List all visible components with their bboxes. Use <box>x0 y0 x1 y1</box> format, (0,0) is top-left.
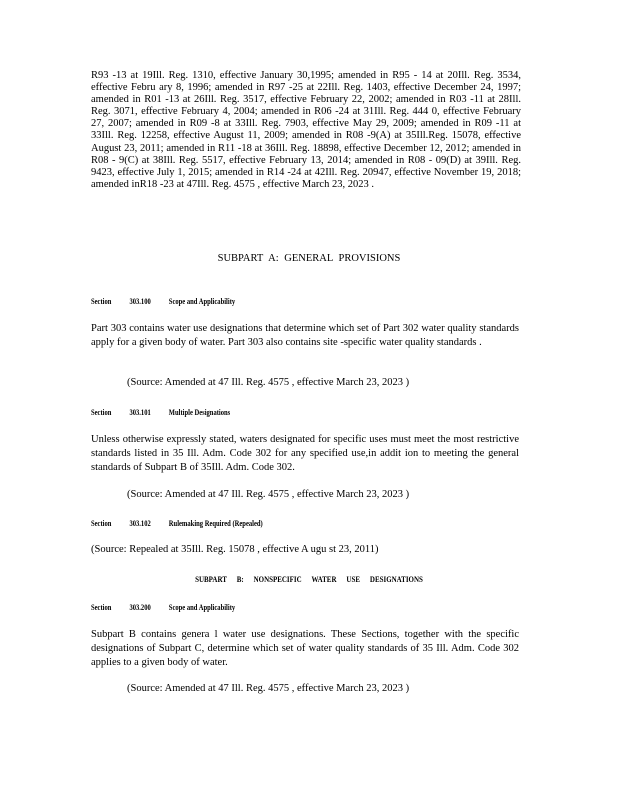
section-number: 303.102 <box>129 519 151 528</box>
source-note: (Source: Amended at 47 Ill. Reg. 4575 , effective March 23, 2023 ) <box>127 489 410 500</box>
section-title: Scope and Applicability <box>168 603 236 612</box>
section-label: Section <box>91 408 112 417</box>
source-note: (Source: Amended at 47 Ill. Reg. 4575 , effective March 23, 2023 ) <box>127 683 410 694</box>
section-title: Rulemaking Required (Repealed) <box>168 519 263 528</box>
section-body: Unless otherwise expressly stated, waters designated for specific uses must meet the most restrictive standards listed in 35 Ill. Adm. Code 302 for any specified use,in addit ion to meeting the general standards of Subpart B of 35Ill. Adm. Code 302. <box>91 434 519 473</box>
section-title: Multiple Designations <box>168 408 231 417</box>
section-title: Scope and Applicability <box>168 297 236 306</box>
section-heading <box>91 519 281 528</box>
subpart-a-heading: SUBPART A: GENERAL PROVISIONS <box>217 253 401 264</box>
section-number: 303.200 <box>129 603 151 612</box>
section-number: 303.101 <box>129 408 151 417</box>
section-body: Part 303 contains water use designations that determine which set of Part 302 water quality standards apply for a given body of water. Part 303 also contains site -specific water quality standards . <box>91 323 519 348</box>
section-label: Section <box>91 603 112 612</box>
section-number: 303.100 <box>129 297 151 306</box>
section-heading <box>91 408 248 417</box>
section-heading <box>91 297 253 306</box>
section-body: Subpart B contains genera l water use designations. These Sections, together with the specific designations of Subpart C, determine which set of water quality standards of 35 Ill. Adm. Code 302 applies to a given body of water. <box>91 629 519 668</box>
source-note: (Source: Repealed at 35Ill. Reg. 15078 , effective A ugu st 23, 2011) <box>91 544 379 555</box>
section-heading <box>91 603 253 612</box>
history-note: R93 -13 at 19Ill. Reg. 1310, effective January 30,1995; amended in R95 - 14 at 20Ill. Reg. 3534, effective Febru ary 8, 1996; amended in R97 -25 at 22Ill. Reg. 1403, effective December 24, 1997; amended in R01 -13 at 26Ill. Reg. 3517, effective February 22, 2002; amended in R03 -11 at 28Ill. Reg. 3071, effective February 4, 2004; amended in R06 -24 at 31Ill. Reg. 444 0, effective February 27, 2007; amended in R09 -8 at 33Ill. Reg. 7903, effective May 29, 2009; amended in R09 -11 at 33Ill. Reg. 12258, effective August 11, 2009; amended in R08 -9(A) at 35Ill.Reg. 15078, effective August 23, 2011; amended in R11 -18 at 36Ill. Reg. 18898, effective December 12, 2012; amended in R08 - 9(C) at 38Ill. Reg. 5517, effective February 13, 2014; amended in R08 - 09(D) at 39Ill. Reg. 9423, effective July 1, 2015; amended in R14 -24 at 42Ill. Reg. 20947, effective November 19, 2018; amended inR18 -23 at 47Ill. Reg. 4575 , effective March 23, 2023 . <box>91 70 521 190</box>
section-label: Section <box>91 519 112 528</box>
section-label: Section <box>91 297 112 306</box>
subpart-b-heading: SUBPART B: NONSPECIFIC WATER USE DESIGNATIONS <box>195 574 423 584</box>
source-note: (Source: Amended at 47 Ill. Reg. 4575 , effective March 23, 2023 ) <box>127 377 410 388</box>
